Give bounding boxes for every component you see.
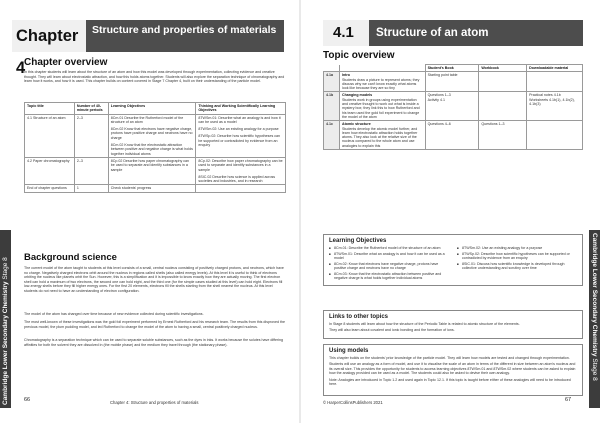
topic-overview-table [323, 64, 583, 150]
lesson-title: Atomic structure [341, 122, 371, 127]
background-para: Chromatography is a separation technique which can be used to separate soluble substances, such as the dyes in inks. It works because the solutes have differing affinities for both the solvent they are dissolved in (the mobile phase) and the medium they travel through (the stationary phase). [24, 338, 284, 347]
table-header-cell: Student's Book [425, 65, 479, 72]
tws-cell [196, 157, 286, 184]
table-row [25, 114, 286, 157]
lesson-desc-cell [339, 121, 425, 150]
table-header-cell: Downloadable material [527, 65, 583, 72]
periods-cell: 2–3 [74, 157, 108, 184]
table-row [324, 72, 583, 92]
copyright: © HarperCollinsPublishers 2021 [323, 400, 383, 405]
downloadable-cell [527, 121, 583, 150]
using-models-title: Using models [329, 348, 369, 354]
learning-objectives-box [323, 234, 583, 286]
objective-item: ■ 8Cm.02: Know that electrons have negative charge, protons have positive charge and neutrons have no charge [329, 262, 449, 271]
side-band [0, 230, 11, 408]
side-band [589, 230, 600, 408]
topic-overview-heading: Topic overview [323, 50, 395, 61]
students-book-cell: Starting point table [425, 72, 479, 92]
table-header-cell: Learning Objectives [108, 103, 196, 115]
objective-text: 8Cm.02 Know that the electrostatic attraction between positive and negative charge is what holds together individual atoms [110, 143, 193, 156]
table-header-cell: Number of 40-minute periods [74, 103, 108, 115]
table-header-cell: Workbook [479, 65, 527, 72]
topic-title-cell: End of chapter questions [25, 185, 75, 192]
background-para: The most well-known of these investigations was the gold foil experiment performed by Ernest Rutherford and his research team. The results from this disproved the previous model, the plum pudding model, and led Rutherford to change the model of the atom to having a small, central positively charged nucleus. [24, 320, 286, 329]
lesson-id-cell: 4.1b [324, 92, 340, 121]
background-para: The model of the atom has changed over time because of new evidence collected during scientific investigations. [24, 312, 204, 316]
using-models-text: Note: Analogies are introduced in Topic 1.2 and used again in Topic 12.1. If this topic is taught before either of these analogies will need to be introduced here. [329, 377, 571, 387]
lesson-description: Students draw a picture to represent atoms; they discuss why we can't know exactly what atoms look like because they are so tiny [341, 77, 420, 91]
lesson-description: Students develop the atomic model further, and learn how electrostatic attraction holds together atoms. They also look at the relative size of the nucleus compared to the whole atom and use analogies to explain this [341, 126, 418, 148]
objective-item: ■ 8TWSm.01: Describe what an analogy is and how it can be used as a model [329, 252, 449, 261]
objectives-column-right [457, 246, 577, 282]
objectives-cell: Check students' progress [108, 185, 196, 192]
section-title: Structure of an atom [369, 20, 583, 46]
using-models-box [323, 344, 583, 396]
lesson-title: Changing models [341, 93, 373, 98]
objective-item: ■ 8Cm.03: Know that the electrostatic attraction between positive and negative charge is what holds together individual atoms [329, 272, 449, 281]
using-models-text: Students will use an analogy as a form of model, and use it to visualise the scale of an atom in terms of the different in size between an atom's nucleus and its overall size. This provides the opportunity for students to access learning objectives 8TWSm.01 and 8TWSm.02 where students can be asked to explain how the analogy provided can be used as a model. The students could also be asked to devise their own analogy. [329, 362, 576, 376]
learning-objectives-title: Learning Objectives [329, 238, 387, 244]
using-models-text: This chapter builds on the students' prior knowledge of the particle model. They will learn how models are tested and changed through experimentation. [329, 356, 570, 360]
topic-title-cell: 4.1 Structure of an atom [25, 114, 75, 157]
page-number: 66 [24, 397, 31, 403]
table-header-row [25, 103, 286, 115]
tws-cell [196, 185, 286, 192]
lesson-id-cell: 4.1a [324, 72, 340, 92]
left-page [0, 0, 299, 423]
lesson-title: Intro [341, 73, 350, 78]
right-page [301, 0, 600, 423]
topic-title-cell: 4.2 Paper chromatography [25, 157, 75, 184]
objectives-column-left [329, 246, 449, 282]
table-header-cell: Topic title [25, 103, 75, 115]
side-label: Cambridge Lower Secondary Chemistry Stage 8 [2, 257, 9, 405]
links-title: Links to other topics [329, 314, 389, 320]
tws-text: 8Cp.02: Describe how paper chromatography can be used to separate and identify substances in a sample [198, 158, 283, 172]
tws-cell [196, 114, 286, 157]
chapter-overview-heading: Chapter overview [24, 57, 108, 68]
page-footer: Chapter 4: Structure and properties of materials [110, 400, 199, 405]
periods-cell: 2–3 [74, 114, 108, 157]
objectives-cell [108, 114, 196, 157]
table-row [25, 185, 286, 192]
table-header-cell: Thinking and Working Scientifically Learning Objectives [196, 103, 286, 115]
tws-text: 8SIC.02 Describe how science is applied across societies and industries, and in research [198, 174, 276, 184]
objective-text: 8Cm.02 Know that electrons have negative charge, protons have positive charge and neutrons have no charge [110, 127, 193, 140]
links-text: In Stage 8 students will learn about how the structure of the Periodic Table is related to atomic structure of the elements. [329, 322, 520, 326]
objective-item: ■ 8TWSp.02: Describe how scientific hypotheses can be supported or contradicted by evidence from an enquiry [457, 252, 577, 261]
table-header-row [324, 65, 583, 72]
page-number: 67 [565, 397, 572, 403]
tws-text: 8TWSm.02: Use an existing analogy for a purpose [198, 127, 279, 132]
objective-text: 8Cp.02 Describe how paper chromatography can be used to separate and identify substances in a sample [110, 158, 190, 172]
workbook-cell [479, 72, 527, 92]
chapter-topic-table [24, 102, 286, 193]
table-row [324, 92, 583, 121]
lesson-description: Students work in groups using experimentation and creative thought to work out what is inside a mystery box; they link this to how Rutherford and his team used the gold foil experiment to change the model of the atom [341, 97, 420, 119]
objective-item: ■ 8SIC.01: Discuss how scientific knowledge is developed through collective understanding and scrutiny over time [457, 262, 577, 271]
table-header-cell [339, 65, 425, 72]
objective-item: ■ 8Cm.01: Describe the Rutherford model of the structure of an atom [329, 246, 449, 250]
section-number: 4.1 [323, 20, 369, 46]
students-book-cell: Questions 4–6 [425, 121, 479, 150]
objective-text: 8Cm.01 Describe the Rutherford model of the structure of an atom [110, 115, 184, 124]
lesson-desc-cell [339, 92, 425, 121]
background-science-heading: Background science [24, 252, 117, 263]
side-label: Cambridge Lower Secondary Chemistry Stage 8 [591, 233, 598, 381]
background-para: The current model of the atom taught to students at this level consists of a small, central nucleus consisting of positively charged protons, and neutrons, which have no charge. Negatively charged electrons orbit around the nucleus in regions called shells (also called energy levels). At this level it is useful to think of electrons orbiting the nucleus like planets orbit the Sun. However, this is a simplification and it is impossible to know exactly how they are actually moving. The first electron shell can hold a maximum of two electrons, the second one can hold eight, and the third one (for the simple cases studied at this level) can hold eight. Electrons fill low-energy shells before they fill higher energy ones. For the first 20 elements, electrons fill the shells starting from the shell nearest the nucleus. At this level students do not need to have an understanding of electron configuration. [24, 266, 284, 293]
workbook-cell [479, 92, 527, 121]
links-to-other-topics-box [323, 310, 583, 339]
downloadable-cell [527, 72, 583, 92]
chapter-number: Chapter 4 [12, 20, 86, 52]
periods-cell: 1 [74, 185, 108, 192]
workbook-cell: Questions 1–3 [479, 121, 527, 150]
chapter-title: Structure and properties of materials [86, 20, 284, 52]
lesson-desc-cell [339, 72, 425, 92]
downloadable-cell: Practical notes 4.1b Worksheets 4.1b(1), 4.1b(2), 4.1b(3) [527, 92, 583, 121]
links-text: They will also learn about covalent and ionic bonding and the formation of ions. [329, 328, 455, 333]
table-header-cell [324, 65, 340, 72]
table-row [25, 157, 286, 184]
tws-text: 8TWSm.01: Describe what an analogy is and how it can be used as a model [198, 115, 281, 124]
students-book-cell: Questions 1–3 Activity 4.1 [425, 92, 479, 121]
objective-item: ■ 8TWSm.02: Use an existing analogy for a purpose [457, 246, 577, 250]
lesson-id-cell: 4.1c [324, 121, 340, 150]
table-row [324, 121, 583, 150]
chapter-overview-text: In this chapter students will learn about the structure of an atom and how this model was developed through experimentation, collecting evidence and creative thought. They will learn about electrostatic attraction, and how this holds atoms together. Students will also explore the separation technique of chromatography and learn how it works, and how it is used. This chapter builds on content covered in Stage 7 Chapter 4, built on their understanding of the particle model. [24, 70, 285, 83]
objectives-cell [108, 157, 196, 184]
tws-text: 8TWSp.02: Describe how scientific hypotheses can be supported or contradicted by evidence from an enquiry [198, 134, 281, 148]
